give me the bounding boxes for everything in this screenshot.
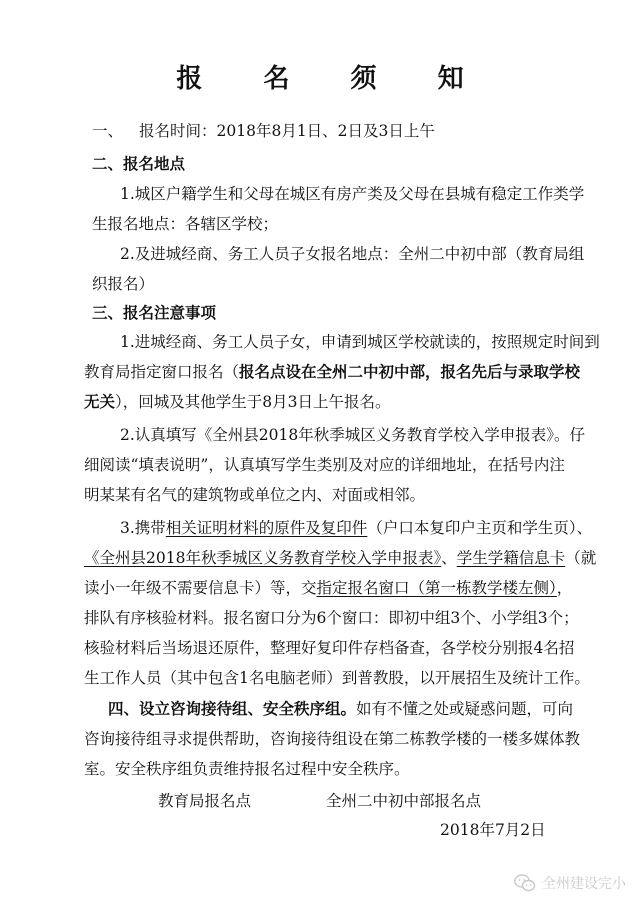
section-2-item-1-line-2: 生报名地点：各辖区学校； (92, 215, 279, 233)
section-3-para-3-line-4: 排队有序核验材料。报名窗口分为6个窗口：即初中组3个、小学组3个； (84, 609, 579, 627)
section-3-para-3-line-6: 生工作人员（其中包含1名电脑老师）到普教股，以开展招生及统计工作。 (84, 669, 590, 687)
text-segment: 教育局指定窗口报名（ (84, 363, 240, 381)
underlined-segment: 学生学籍信息卡 (456, 549, 566, 567)
section-2-heading: 二、报名地点 (92, 155, 186, 173)
bold-segment: 无关 (84, 393, 116, 411)
footer-org-school: 全州二中初中部报名点 (326, 792, 482, 810)
section-1-number: 一、 (92, 122, 124, 140)
underlined-segment: 指定报名窗口（第一栋教学楼左侧） (316, 579, 557, 597)
bold-segment: 报名点设在全州二中初中部，报名先后与录取学校 (239, 363, 581, 381)
text-segment: 3.携带 (120, 519, 166, 537)
section-3-para-2-line-2: 细阅读“填表说明”，认真填写学生类别及对应的详细地址，在括号内注 (84, 456, 565, 474)
section-3-heading: 三、报名注意事项 (92, 304, 217, 322)
section-4-line-3: 室。安全秩序组负责维持报名过程中安全秩序。 (84, 760, 410, 778)
section-3-para-3-line-2 (84, 548, 596, 568)
text-segment: ， (556, 579, 573, 597)
text-segment: （就 (565, 549, 597, 567)
text-segment: 读小一年级不需要信息卡）等，交 (84, 579, 317, 597)
watermark-text: 全州建设完小 (542, 876, 626, 892)
watermark (514, 873, 626, 893)
section-3-para-2-line-1: 2.认真填写《全州县2018年秋季城区义务教育学校入学申报表》。仔 (120, 426, 585, 444)
footer-org-education-bureau: 教育局报名点 (158, 792, 252, 810)
section-2-item-1-line-1: 1.城区户籍学生和父母在城区有房产类及父母在县城有稳定工作类学 (120, 185, 585, 203)
wechat-icon (514, 874, 536, 892)
section-3-para-2-line-3: 明某某有名气的建筑物或单位之内、对面或相邻。 (84, 486, 426, 504)
text-segment: 、 (441, 549, 457, 567)
section-4-heading: 四、设立咨询接待组、安全秩序组。 (108, 700, 357, 718)
section-4-line-2: 咨询接待组寻求提供帮助，咨询接待组设在第二栋教学楼的一楼多媒体教 (84, 730, 581, 748)
section-3-para-3-line-3 (84, 578, 572, 598)
text-segment: ），回城及其他学生于8月3日上午报名。 (115, 393, 391, 411)
section-3-para-1-line-1: 1.进城经商、务工人员子女，申请到城区学校就读的，按照规定时间到 (120, 333, 600, 351)
section-1 (92, 121, 435, 141)
text-segment: （户口本复印户主页和学生页）、 (367, 519, 593, 537)
section-3-para-1-line-2 (84, 362, 580, 382)
section-2-item-2-line-1: 2.及进城经商、务工人员子女报名地点：全州二中初中部（教育局组 (120, 245, 585, 263)
section-3-para-3-line-1 (120, 518, 592, 538)
section-3-para-3-line-5: 核验材料后当场退还原件，整理好复印件存档备查，各学校分别报4名招 (84, 639, 575, 657)
text-segment: 如有不懂之处或疑惑问题，可向 (356, 700, 574, 718)
page-title: 报 名 须 知 (176, 64, 490, 94)
section-1-text: 报名时间：2018年8月1日、2日及3日上午 (139, 122, 435, 140)
footer-date: 2018年7月2日 (440, 821, 546, 839)
section-4-line-1 (108, 699, 573, 719)
section-3-para-1-line-3 (84, 392, 391, 412)
underlined-segment: 相关证明材料的原件及复印件 (165, 519, 368, 537)
section-2-item-2-line-2: 织报名） (92, 275, 155, 293)
underlined-segment: 《全州县2018年秋季城区义务教育学校入学申报表》 (84, 549, 442, 567)
